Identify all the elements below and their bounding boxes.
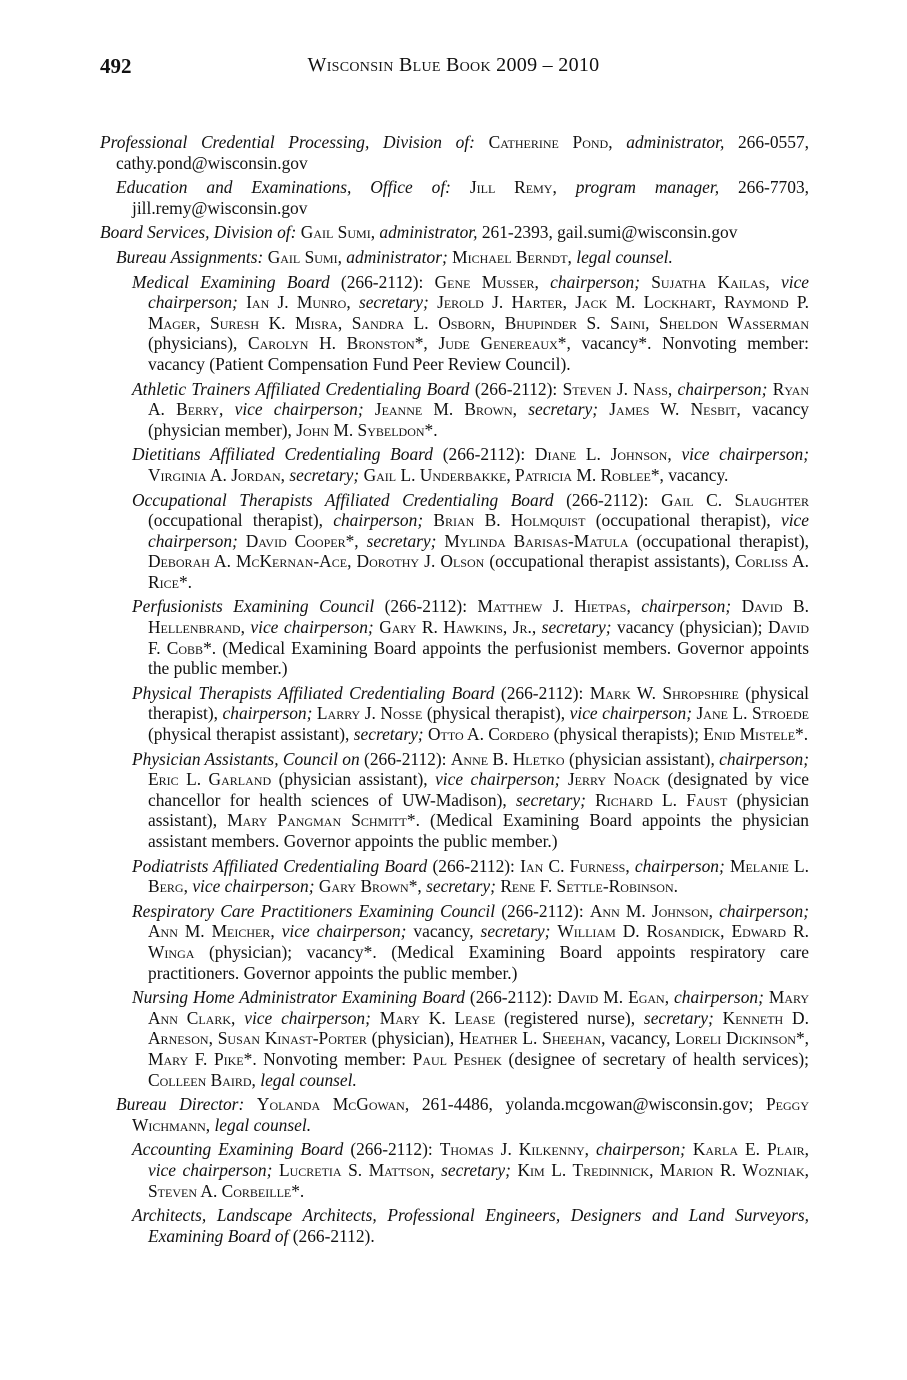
person-name: Kenneth D. Arneson [148,1007,809,1049]
person-name: Bhupinder S. Saini [504,312,646,333]
person-name: Suresh K. Misra [210,312,338,333]
person-name: Virginia A. Jordan [148,464,281,485]
directory-body [100,132,809,1250]
person-name: Ryan A. Berry [148,378,809,420]
person-name: Ann M. Meicher [148,921,271,942]
person-name: Mary Ann Clark [148,987,809,1028]
person-name: Richard L. Faust [595,789,728,810]
directory-entry: Dietitians Affiliated Credentialing Board (266-2112): Diane L. Johnson, vice chairperson; Virginia A. Jordan, secretary; Gail L. Underbakke, Patricia M. Roblee*, vacancy. [132,444,810,485]
person-name: Ann M. Johnson [589,900,709,921]
person-name: David Cooper [245,530,346,551]
person-name: Colleen Baird [148,1069,252,1090]
person-name: Mark W. Shropshire [589,682,739,703]
person-name: Gail Sumi [267,246,338,267]
person-name: Mylinda Barisas-Matula [444,530,629,551]
person-name: Brian B. Holmquist [433,510,586,531]
person-name: Larry J. Nosse [316,703,423,724]
person-name: Patricia M. Roblee [515,464,651,485]
directory-entry: Architects, Landscape Architects, Professional Engineers, Designers and Land Surveyors, Examining Board of (266-2112). [132,1205,809,1246]
person-name: Steven A. Corbeille [148,1180,292,1201]
person-name: Kim L. Tredinnick [517,1159,650,1180]
person-name: Gail L. Underbakke [363,464,507,485]
person-name: Corliss A. Rice [148,551,810,592]
directory-entry: Respiratory Care Practitioners Examining Council (266-2112): Ann M. Johnson, chairperson; Ann M. Meicher, vice chairperson; vacancy, secretary; William D. Rosandick, Edward R. Winga (physician); vacancy*. (Medical Examining Board appoints respiratory care practitioners. Governor appoints the public member.) [132,900,809,983]
directory-entry: Occupational Therapists Affiliated Credentialing Board (266-2112): Gail C. Slaughter (occupational therapist), chairperson; Brian B. Holmquist (occupational therapist), vice chairperson; David Cooper*, secretary; Mylinda Barisas-Matula (occupational therapist), Deborah A. McKernan-Ace, Dorothy J. Olson (occupational therapist assistants), Corliss A. Rice*. [132,489,810,592]
person-name: Susan Kinast-Porter [217,1028,367,1049]
directory-entry: Bureau Director: Yolanda McGowan, 261-4486, yolanda.mcgowan@wisconsin.gov; Peggy Wichmann, legal counsel. [116,1094,810,1135]
directory-entry: Bureau Assignments: Gail Sumi, administrator; Michael Berndt, legal counsel. [116,246,673,267]
person-name: Ian C. Furness [520,855,626,876]
person-name: Melanie L. Berg [148,855,809,897]
person-name: David M. Egan [557,987,665,1008]
person-name: Marion R. Wozniak [660,1159,805,1180]
person-name: Catherine Pond [488,132,609,152]
person-name: Rene F. Settle-Robinson [500,876,674,897]
directory-entry: Board Services, Division of: Gail Sumi, administrator, 261-2393, gail.sumi@wisconsin.gov [100,222,738,243]
person-name: Karla E. Plair [692,1139,805,1160]
person-name: Gail Sumi [300,222,371,243]
person-name: Jill Remy [469,177,553,198]
person-name: Gene Musser [434,271,535,292]
person-name: Steven J. Nass [562,378,668,399]
person-name: Peggy Wichmann [132,1094,810,1135]
person-name: Jane L. Stroede [696,703,809,724]
person-name: Anne B. Hletko [450,748,565,769]
person-name: James W. Nesbit [609,399,737,420]
person-name: Sandra L. Osborn [351,312,491,333]
person-name: Paul Peshek [412,1048,502,1069]
person-name: Gail C. Slaughter [661,489,810,510]
person-name: Otto A. Cordero [427,724,550,745]
directory-entry: Professional Credential Processing, Division of: Catherine Pond, administrator, 266-0557, cathy.pond@wisconsin.gov [100,132,809,173]
person-name: Jack M. Lockhart [575,292,712,313]
directory-entry: Medical Examining Board (266-2112): Gene Musser, chairperson; Sujatha Kailas, vice chairperson; Ian J. Munro, secretary; Jerold J. Harter, Jack M. Lockhart, Raymond P. Mager, Suresh K. Misra, Sandra L. Osborn, Bhupinder S. Saini, Sheldon Wasserman (physicians), Carolyn H. Bronston*, Jude Genereaux*, vacancy*. Nonvoting member: vacancy (Patient Compensation Fund Peer Review Council). [132,271,810,374]
person-name: Loreli Dickinson [675,1028,796,1049]
person-name: Enid Mistele [703,724,796,745]
directory-entry: Nursing Home Administrator Examining Board (266-2112): David M. Egan, chairperson; Mary Ann Clark, vice chairperson; Mary K. Lease (registered nurse), secretary; Kenneth D. Arneson, Susan Kinast-Porter (physician), Heather L. Sheehan, vacancy, Loreli Dickinson*, Mary F. Pike*. Nonvoting member: Paul Peshek (designee of secretary of health services); Colleen Baird, legal counsel. [132,987,810,1090]
person-name: William D. Rosandick [557,921,721,942]
directory-entry: Physician Assistants, Council on (266-2112): Anne B. Hletko (physician assistant), chairperson; Eric L. Garland (physician assistant), vice chairperson; Jerry Noack (designated by vice chancellor for health sciences of UW-Madison), secretary; Richard L. Faust (physician assistant), Mary Pangman Schmitt*. (Medical Examining Board appoints the physician assistant members. Governor appoints the public member.) [132,748,810,851]
person-name: Mary F. Pike [148,1048,244,1069]
directory-entry: Athletic Trainers Affiliated Credentialing Board (266-2112): Steven J. Nass, chairperson; Ryan A. Berry, vice chairperson; Jeanne M. Brown, secretary; James W. Nesbit, vacancy (physician member), John M. Sybeldon*. [132,378,809,440]
person-name: Heather L. Sheehan [459,1028,602,1049]
person-name: Michael Berndt [452,246,568,267]
directory-entry: Accounting Examining Board (266-2112): Thomas J. Kilkenny, chairperson; Karla E. Plair, vice chairperson; Lucretia S. Mattson, secretary; Kim L. Tredinnick, Marion R. Wozniak, Steven A. Corbeille*. [132,1139,809,1201]
directory-entry: Education and Examinations, Office of: Jill Remy, program manager, 266-7703, jill.remy@wisconsin.gov [116,177,809,218]
person-name: Matthew J. Hietpas [477,596,627,617]
person-name: Mary K. Lease [379,1007,496,1028]
person-name: Edward R. Winga [148,921,809,962]
directory-entry: Perfusionists Examining Council (266-2112): Matthew J. Hietpas, chairperson; David B. Hellenbrand, vice chairperson; Gary R. Hawkins, Jr., secretary; vacancy (physician); David F. Cobb*. (Medical Examining Board appoints the perfusionist members. Governor appoints the public member.) [132,596,810,679]
person-name: Ian J. Munro [246,292,347,313]
directory-entry: Physical Therapists Affiliated Credentialing Board (266-2112): Mark W. Shropshire (physical therapist), chairperson; Larry J. Nosse (physical therapist), vice chairperson; Jane L. Stroede (physical therapist assistant), secretary; Otto A. Cordero (physical therapists); Enid Mistele*. [132,682,810,745]
person-name: Jeanne M. Brown [374,399,513,420]
directory-entry: Podiatrists Affiliated Credentialing Board (266-2112): Ian C. Furness, chairperson; Melanie L. Berg, vice chairperson; Gary Brown*, secretary; Rene F. Settle-Robinson. [132,855,809,897]
person-name: Deborah A. McKernan-Ace [148,551,348,572]
person-name: Sheldon Wasserman [658,312,809,333]
person-name: Jerry Noack [567,769,661,790]
person-name: Raymond P. Mager [148,292,810,333]
person-name: Eric L. Garland [148,769,272,790]
person-name: Sujatha Kailas [651,271,766,292]
person-name: Yolanda McGowan [256,1094,405,1115]
person-name: Carolyn H. Bronston [248,333,415,354]
person-name: Gary Brown [318,876,409,897]
person-name: Lucretia S. Mattson [278,1159,431,1180]
person-name: John M. Sybeldon [296,419,425,440]
person-name: Gary R. Hawkins, Jr. [379,617,532,638]
person-name: David B. Hellenbrand [148,596,809,638]
person-name: David F. Cobb [148,617,809,658]
person-name: Dorothy J. Olson [356,551,485,572]
person-name: Jerold J. Harter [437,292,563,313]
person-name: Mary Pangman Schmitt [227,810,407,831]
running-head: Wisconsin Blue Book 2009 – 2010 [307,54,600,76]
person-name: Diane L. Johnson [534,444,668,465]
person-name: Thomas J. Kilkenny [439,1139,585,1160]
person-name: Jude Genereaux [438,333,558,354]
page-number: 492 [100,54,132,78]
